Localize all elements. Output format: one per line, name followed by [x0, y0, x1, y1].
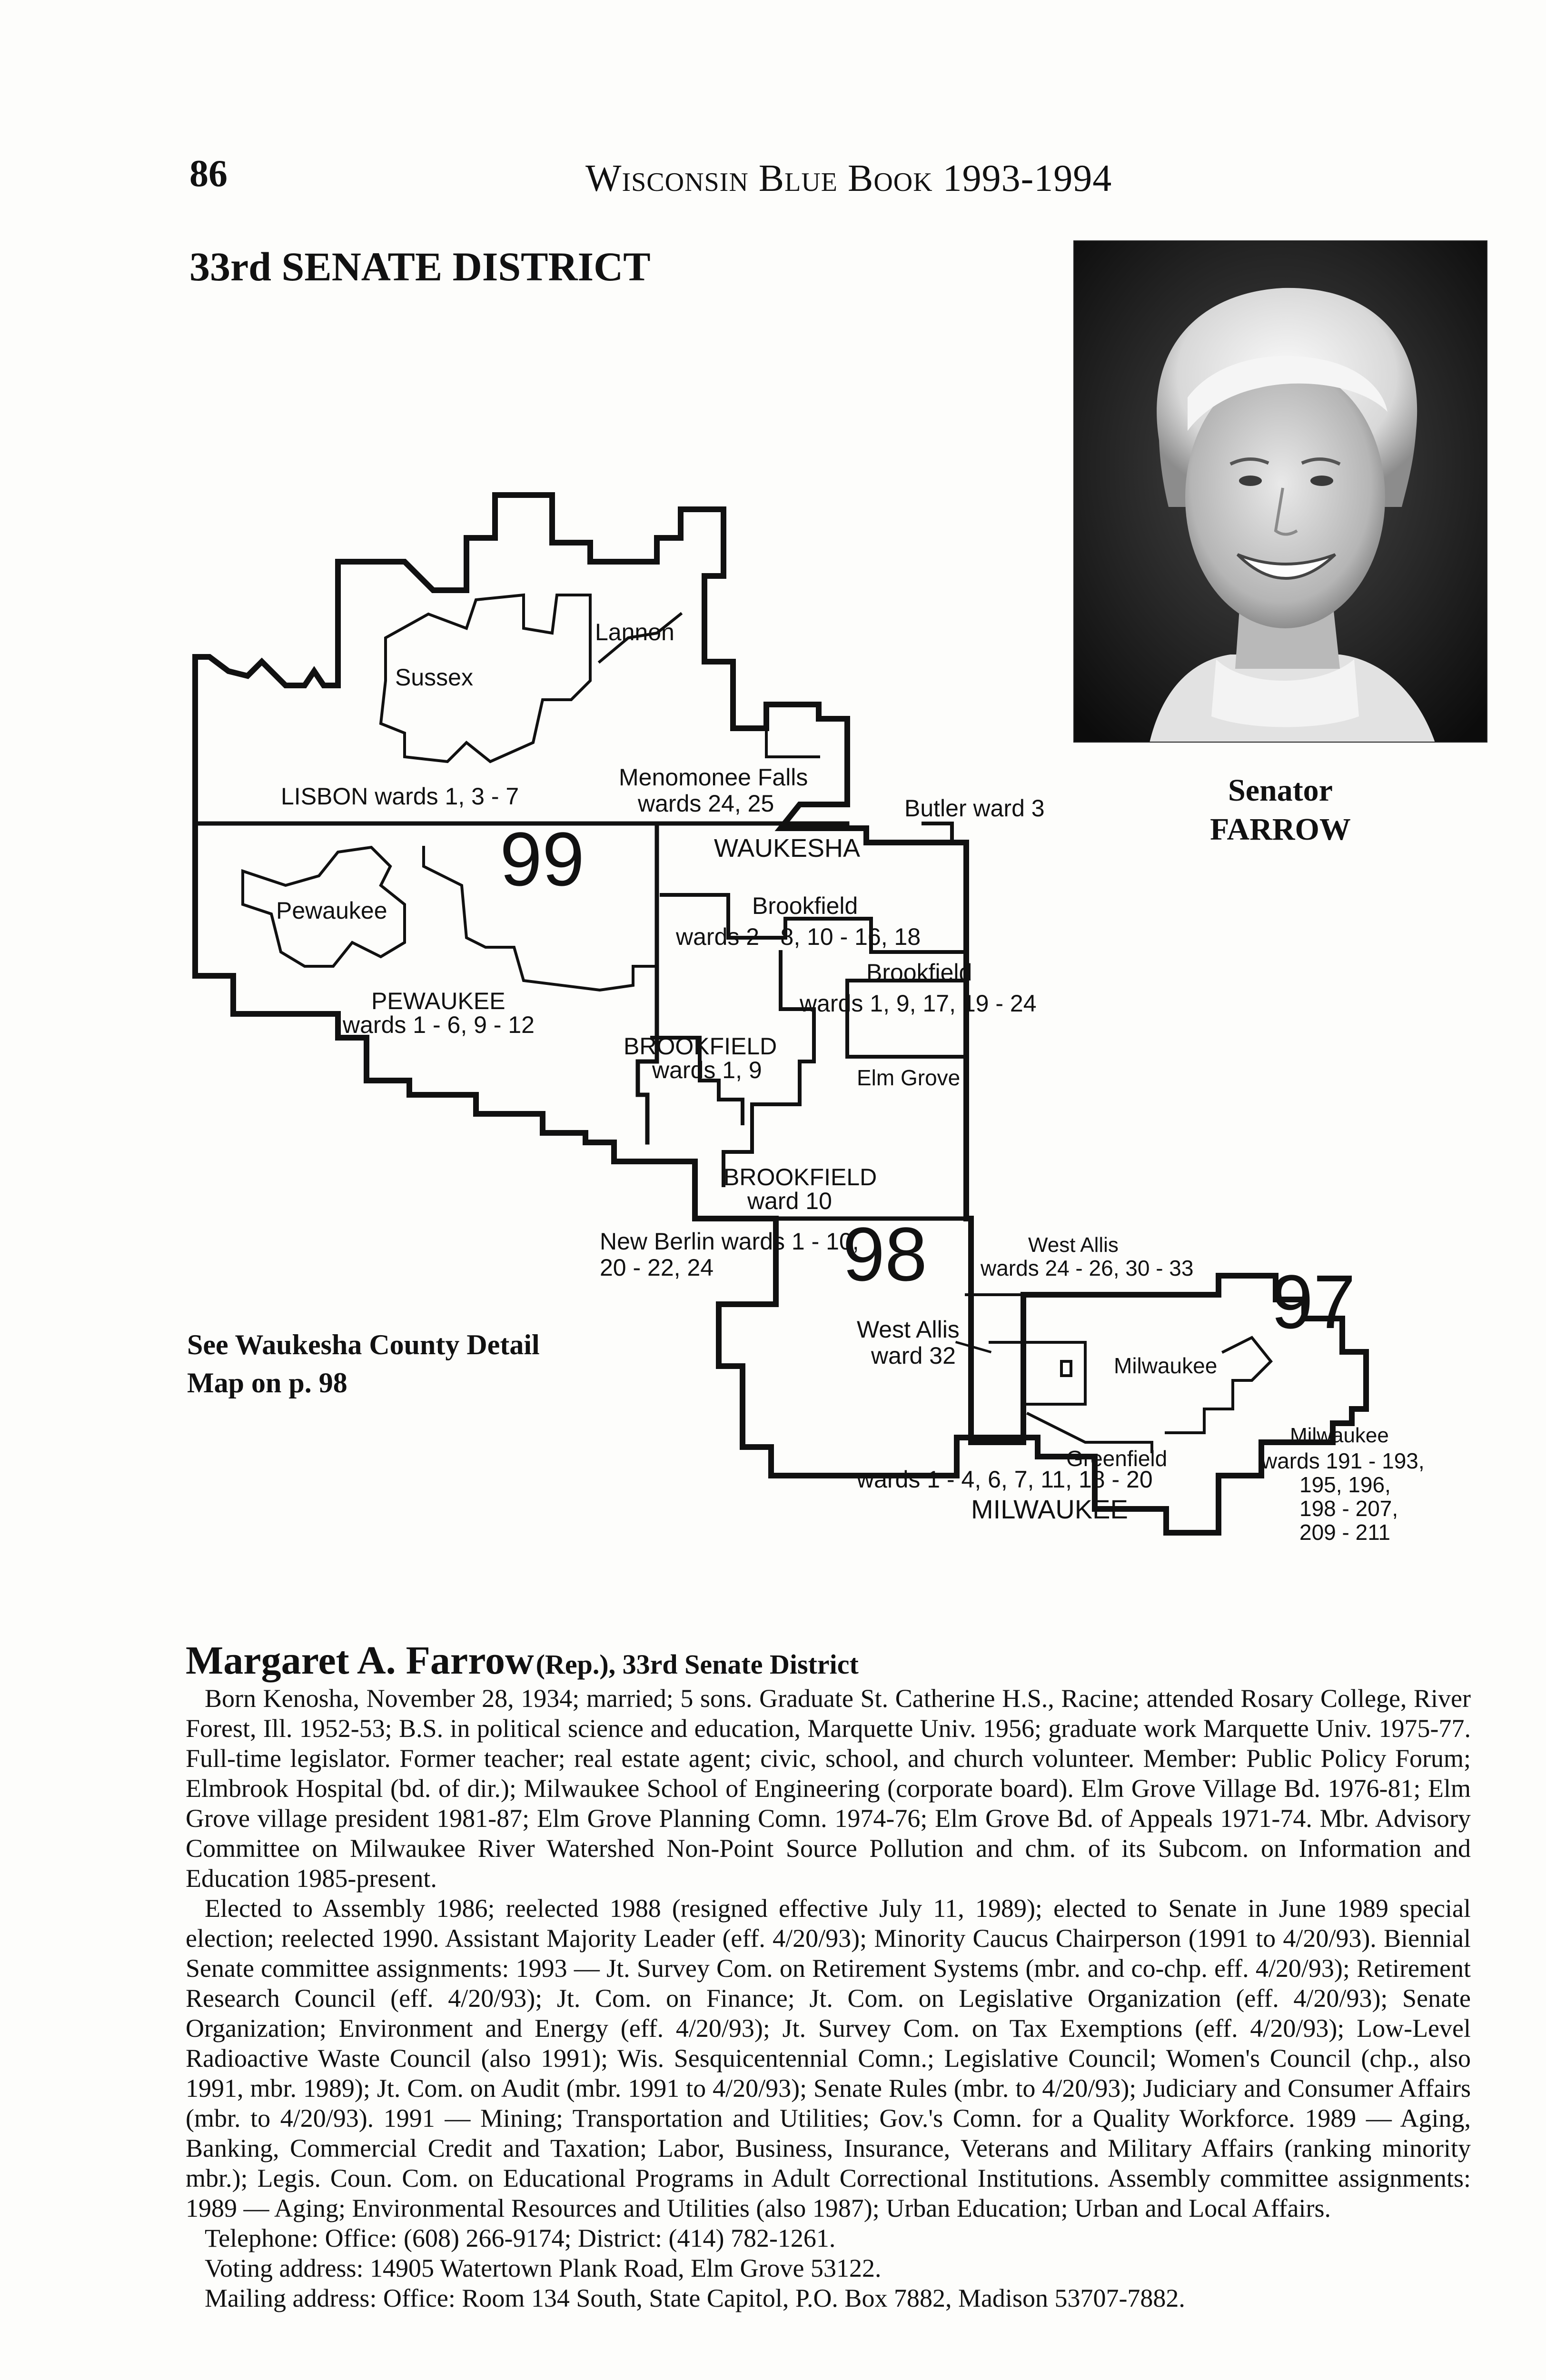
map-label-pewaukee-village: Pewaukee — [276, 897, 387, 924]
bio-heading — [186, 1637, 1471, 1684]
map-label-milwaukee-wards-3: 195, 196, — [1299, 1472, 1391, 1497]
map-label-greenfield: Greenfield — [1066, 1446, 1168, 1471]
map-label-brookfield-b2: wards 1, 9, 17, 19 - 24 — [800, 990, 1037, 1017]
map-label-west-allis-a2: wards 24 - 26, 30 - 33 — [981, 1256, 1194, 1280]
caption-title: Senator — [1228, 773, 1333, 808]
see-map-note-line2: Map on p. 98 — [187, 1367, 347, 1398]
map-label-pewaukee-town-1: PEWAUKEE — [371, 988, 505, 1014]
bio-telephone: Telephone: Office: (608) 266-9174; District: (414) 782-1261. — [205, 2224, 836, 2252]
bio-paragraph-service: Elected to Assembly 1986; reelected 1988 (resigned effective July 11, 1989); elected to Senate in June 1989 special election; reelected 1990. Assistant Majority Leader (eff. 4/20/93); Minority Caucus Chairperson (1991 to 4/20/93). Biennial Senate committee assignments: 1993 — Jt. Survey Com. on Retirement Systems (mbr. and co-chp. eff. 4/20/93); Retirement Research Council (eff. 4/20/93); Jt. Com. on Finance; Jt. Com. on Legislative Organization (eff. 4/20/93); Senate Organization; Environment and Energy (eff. 4/20/93); Jt. Survey Com. on Tax Exemptions (eff. 4/20/93); Low-Level Radioactive Waste Council (also 1991); Wis. Sesquicentennial Comn.; Legislative Council; Women's Council (chp., also 1991, mbr. 1989); Jt. Com. on Audit (mbr. 1991 to 4/20/93); Senate Rules (mbr. to 4/20/93); Judiciary and Consumer Affairs (mbr. to 4/20/93). 1991 — Mining; Transportation and Utilities; Gov.'s Comn. for a Quality Workforce. 1989 — Aging, Banking, Commercial Credit and Taxation; Labor, Business, Insurance, Veterans and Military Affairs (ranking minority mbr.); Legis. Coun. Com. on Educational Programs in Adult Correctional Institutions. Assembly committee assignments: 1989 — Aging; Environmental Resources and Utilities (also 1987); Urban Education; Urban and Local Affairs. — [186, 1894, 1471, 2222]
map-label-west-allis-b1: West Allis — [857, 1316, 960, 1343]
map-label-pewaukee-town-2: wards 1 - 6, 9 - 12 — [343, 1012, 535, 1038]
book-title: Wisconsin Blue Book 1993-1994 — [585, 158, 1112, 199]
map-label-brookfield-b1: Brookfield — [866, 959, 972, 986]
map-label-milwaukee-wards-2: wards 191 - 193, — [1261, 1448, 1425, 1473]
map-label-west-allis-a1: West Allis — [1028, 1233, 1119, 1257]
map-label-butler: Butler ward 3 — [904, 795, 1045, 822]
map-label-brookfield-a2: wards 2 - 8, 10 - 16, 18 — [676, 923, 921, 950]
map-label-milwaukee-wards-1: Milwaukee — [1290, 1424, 1389, 1447]
see-map-note-line1: See Waukesha County Detail — [187, 1329, 540, 1360]
legislator-affiliation: (Rep.), 33rd Senate District — [535, 1649, 859, 1680]
bio-mailing-address: Mailing address: Office: Room 134 South, State Capitol, P.O. Box 7882, Madison 53707-7882. — [205, 2284, 1185, 2312]
district-number-99: 99 — [500, 816, 585, 902]
see-map-note — [187, 1326, 540, 1402]
legislator-name: Margaret A. Farrow — [186, 1638, 534, 1683]
map-label-west-allis-b2: ward 32 — [871, 1342, 956, 1369]
map-label-lannon: Lannon — [595, 619, 674, 645]
map-label-brookfield-a1: Brookfield — [752, 892, 858, 919]
biography — [186, 1637, 1471, 2313]
map-label-new-berlin-2: 20 - 22, 24 — [600, 1254, 714, 1281]
menomonee-line — [766, 704, 819, 757]
map-label-lisbon: LISBON wards 1, 3 - 7 — [281, 783, 519, 810]
map-label-milwaukee-inner: Milwaukee — [1114, 1353, 1218, 1378]
waukesha-line — [638, 823, 657, 1142]
map-label-waukesha: WAUKESHA — [714, 834, 861, 863]
bio-paragraph-background: Born Kenosha, November 28, 1934; married; 5 sons. Graduate St. Catherine H.S., Racine; attended Rosary College, River Forest, Ill. 1952-53; B.S. in political science and education, Marquette Univ. 1956; graduate work Marquette Univ. 1975-77. Full-time legislator. Former teacher; real estate agent; civic, school, and church volunteer. Member: Public Policy Forum; Elmbrook Hospital (bd. of dir.); Milwaukee School of Engineering (corporate board). Elm Grove Village Bd. 1976-81; Elm Grove village president 1981-87; Elm Grove Planning Comn. 1974-76; Elm Grove Bd. of Appeals 1971-74. Mbr. Advisory Committee on Milwaukee River Watershed Non-Point Source Pollution and chm. of its Subcom. on Information and Education 1985-present. — [186, 1684, 1471, 1893]
district-map — [181, 476, 1457, 1604]
map-label-brookfield-w10-1: BROOKFIELD — [723, 1164, 877, 1190]
map-label-milwaukee-county-1: wards 1 - 4, 6, 7, 11, 18 - 20 — [857, 1466, 1153, 1493]
caption-name: FARROW — [1210, 812, 1351, 847]
milwaukee-wards-line — [1166, 1338, 1271, 1433]
map-label-milwaukee-wards-5: 209 - 211 — [1299, 1520, 1390, 1545]
district-number-98: 98 — [842, 1211, 927, 1297]
page-number: 86 — [189, 153, 228, 195]
map-label-menomonee-1: Menomonee Falls — [619, 764, 808, 791]
map-label-sussex: Sussex — [395, 664, 473, 691]
map-label-brookfield-town-1: BROOKFIELD — [624, 1033, 777, 1060]
map-label-menomonee-2: wards 24, 25 — [638, 790, 774, 817]
map-label-brookfield-w10-2: ward 10 — [747, 1188, 832, 1214]
map-label-new-berlin-1: New Berlin wards 1 - 10, — [600, 1228, 859, 1255]
map-label-milwaukee-county-2: MILWAUKEE — [971, 1494, 1128, 1524]
map-label-elm-grove: Elm Grove — [857, 1065, 961, 1090]
district-title: 33rd SENATE DISTRICT — [189, 244, 651, 289]
map-label-milwaukee-wards-4: 198 - 207, — [1299, 1496, 1398, 1521]
map-label-brookfield-town-2: wards 1, 9 — [652, 1057, 762, 1083]
district-number-97: 97 — [1271, 1259, 1356, 1344]
bio-voting-address: Voting address: 14905 Watertown Plank Road, Elm Grove 53122. — [205, 2254, 882, 2282]
